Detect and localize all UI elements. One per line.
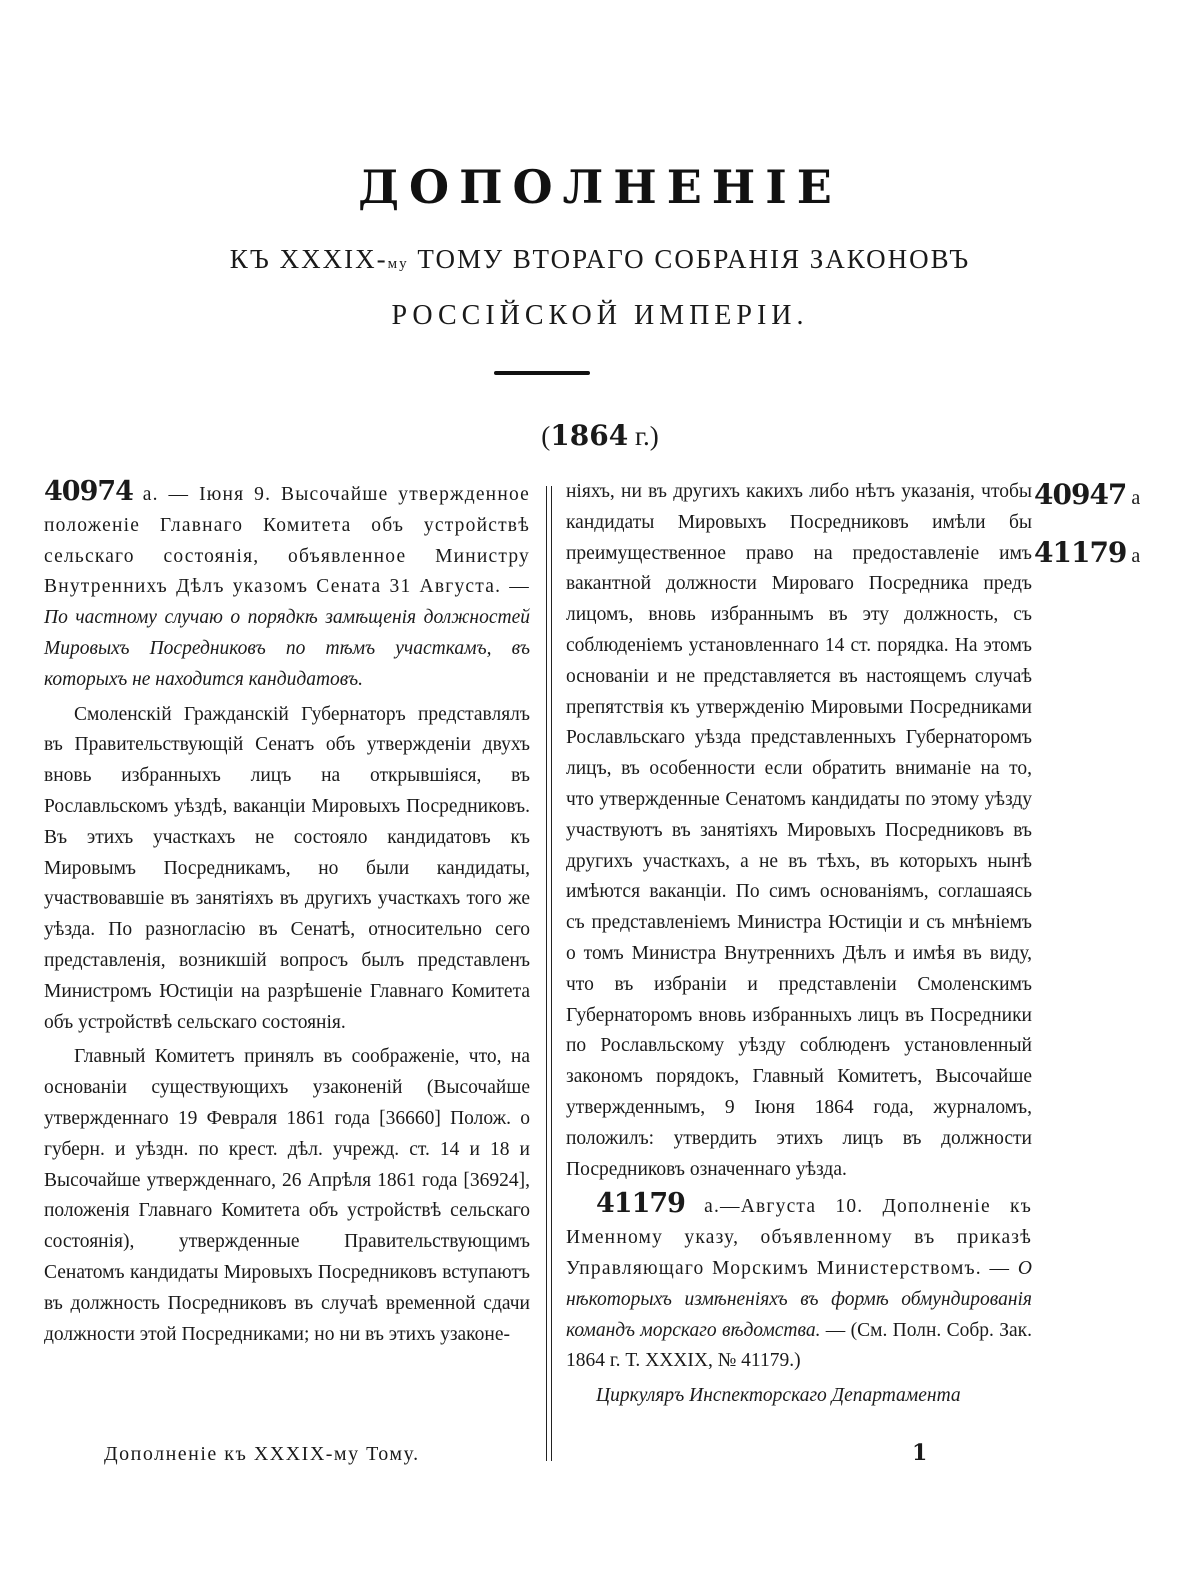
year-value: 1864 [550,419,629,452]
margin-ref-suffix: а [1126,487,1141,509]
margin-ref-suffix: а [1126,545,1141,567]
subtitle-part-a: КЪ XXXIX- [229,244,388,274]
margin-reference-1 [1034,478,1140,511]
title-rule [494,371,590,375]
left-column [44,477,530,1350]
right-paragraph-1: ніяхъ, ни въ другихъ какихъ либо нѣтъ указанія, чтобы кандидаты Мировыхъ Посредниковъ имѣли бы преимущественное право на предоставленіе имъ вакантной должности Мироваго Посредника предъ лицомъ, вновь избраннымъ въ эту должность, съ соблюденіемъ установленнаго 14 ст. порядка. На этомъ основаніи и не представляется въ настоящемъ случаѣ препятствія къ утвержденію Мировыми Посредниками Рославльскаго уѣзда представленныхъ Губернаторомъ лицъ, въ особенности если обратить вниманіе на то, что утвержденные Сенатомъ кандидаты по этому уѣзду участвуютъ въ занятіяхъ Мировыхъ Посредниковъ въ другихъ участкахъ, а не въ тѣхъ, въ которыхъ нынѣ имѣются ваканціи. По симъ основаніямъ, соглашаясь съ представленіемъ Министра Юстиціи и съ мнѣніемъ о томъ Министра Внутреннихъ Дѣлъ и имѣя въ виду, что въ избраніи и представленіи Смоленскимъ Губернаторомъ вновь избранныхъ лицъ въ Посредники по Рославльскому уѣзду соблюденъ установленный закономъ порядокъ, Главный Комитетъ, Высочайше утвержденнымъ, 9 Іюня 1864 года, журналомъ, положилъ: утвердить этихъ лицъ въ должности Посредниковъ означеннаго уѣзда. [566,481,1032,1180]
subtitle-superscript: му [387,256,409,272]
margin-ref-number: 41179 [1034,536,1127,569]
running-footer: Дополненіе къ XXXIX-му Тому. [104,1443,420,1465]
entry-number: 40974 [44,476,133,507]
left-paragraph-2: Главный Комитетъ принялъ въ соображеніе, что, на основаніи существующихъ узаконеній (Высочайше утвержденнаго 19 Февраля 1861 года [36660] Полож. о губерн. и уѣздн. по крест. дѣл. учрежд. ст. 14 и 18 и Высочайше утвержденнаго, 26 Апрѣля 1861 года [36924], положенія Главнаго Комитета объ устройствѣ сельскаго состоянія), утвержденные Правительствующимъ Сенатомъ кандидаты Мировыхъ Посредниковъ вступаютъ въ должность Посредниковъ въ случаѣ временной сдачи должности этой Посредниками; но ни въ этихъ узаконе- [44,1046,530,1345]
page-number: 1 [912,1440,928,1466]
subtitle-part-b: ТОМУ ВТОРАГО СОБРАНІЯ ЗАКОНОВЪ [408,244,971,274]
entry-41179 [566,1189,1032,1377]
year-heading [0,419,1200,452]
left-paragraph-1: Смоленскій Гражданскій Губернаторъ представлялъ въ Правительствующій Сенатъ объ утвержденіи двухъ вновь избранныхъ лицъ на открывшіяся, въ Рославльскомъ уѣздѣ, ваканціи Мировыхъ Посредниковъ. Въ этихъ участкахъ не состояло кандидатовъ къ Мировымъ Посредникамъ, но были кандидаты, участвовавшіе въ занятіяхъ въ другихъ участкахъ того же уѣзда. По разногласію въ Сенатѣ, относительно сего представленія, возникшій вопросъ былъ представленъ Министромъ Юстиціи на разрѣшеніе Главнаго Комитета объ устройствѣ сельскаго состоянія. [44,703,530,1033]
year-close: г.) [628,421,659,451]
entry-reference: — (См. Полн. Собр. Зак. 1864 г. Т. XXXIX, № 41179.) [566,1319,1032,1372]
entry-number: 41179 [596,1188,685,1220]
margin-reference-2 [1034,536,1140,569]
column-divider [546,486,552,1461]
entry-40974 [44,477,530,696]
right-column [566,477,1032,1412]
right-last-line: Циркуляръ Инспекторскаго Департамента [596,1385,961,1407]
year-open-paren: ( [541,421,551,451]
subtitle-line-1 [0,244,1200,275]
entry-heading: а. — Іюня 9. Высочайше утвержденное положеніе Главнаго Комитета объ устройствѣ сельскаго состоянія, объявленное Министру Внутреннихъ Дѣлъ указомъ Сената 31 Августа. — [44,484,530,598]
subtitle-line-2: РОССІЙСКОЙ ИМПЕРІИ. [391,300,809,331]
entry-subject: По частному случаю о порядкѣ замѣщенія должностей Мировыхъ Посредниковъ по тѣмъ участкамъ, въ которыхъ не находится кандидатовъ. [44,607,530,690]
entry-subject: О нѣкоторыхъ измѣненіяхъ въ формѣ обмундированія командъ морскаго вѣдомства. [566,1257,1032,1341]
entry-heading: а.—Августа 10. Дополненіе къ Именному указу, объявленному въ приказѣ Управляющаго Морскимъ Министерствомъ. — [566,1196,1032,1279]
margin-ref-number: 40947 [1034,478,1127,511]
page-title: ДОПОЛНЕНІЕ [358,160,842,214]
